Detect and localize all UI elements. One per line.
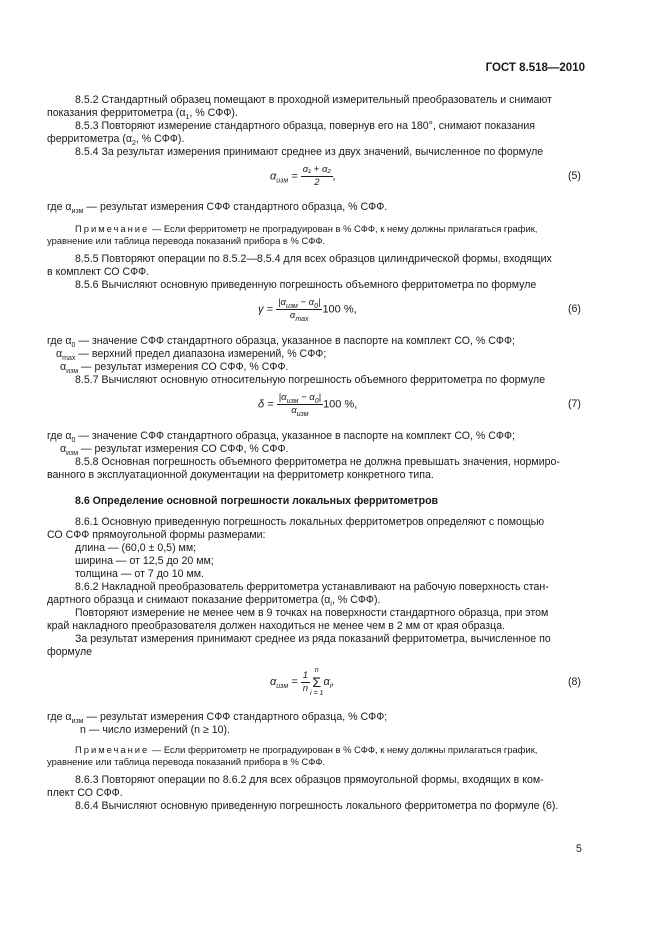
paragraph-8-6-2-cont: дартного образца и снимают показание ферритометра ($\alpha_i$, % СФФ). [47, 594, 381, 609]
paragraph-8-5-3: 8.5.3 Повторяют измерение стандартного образца, повернув его на 180°, снимают показания [75, 120, 536, 132]
paragraph-average-result: За результат измерения принимают среднее из ряда показаний ферритометра, вычисленное по [75, 633, 551, 645]
note-1: Примечание — Если ферритометр не проградуирован в % СФФ, к нему должны прилагаться график, [75, 223, 538, 234]
document-header: ГОСТ 8.518—2010 [485, 62, 585, 74]
equation-number-5: (5) [568, 170, 581, 182]
where-clause-5: где $\alpha_{изм}$ — результат измерения СФФ стандартного образца, % СФФ. [47, 201, 388, 216]
paragraph-8-5-2-cont: показания ферритометра ($\alpha_1$, % СФФ). [47, 107, 238, 122]
where-clause-6-alphamax: $\alpha_{max}$ — верхний предел диапазона измерений, % СФФ; [56, 348, 327, 363]
where-clause-7-alpha0: где $\alpha_0$ — значение СФФ стандартного образца, указанное в паспорте на комплект СО, % СФФ; [47, 430, 515, 445]
formula-8: $\alpha_{изм}$ = $\frac{1}{n}$ n Σ i = 1 $\alpha_i$, [270, 667, 335, 697]
paragraph-8-5-6: 8.5.6 Вычисляют основную приведенную погрешность объемного ферритометра по формуле [75, 279, 537, 291]
dimension-length: длина — (60,0 ± 0,5) мм; [75, 542, 197, 554]
where-clause-8-alphaizm: где $\alpha_{изм}$ — результат измерения СФФ стандартного образца, % СФФ; [47, 711, 388, 726]
paragraph-8-6-1-cont: СО СФФ прямоугольной формы размерами: [47, 529, 266, 541]
equation-number-6: (6) [568, 303, 581, 315]
equation-number-8: (8) [568, 676, 581, 688]
where-clause-6-alphaizm: $\alpha_{изм}$ — результат измерения СО СФФ, % СФФ. [60, 361, 289, 376]
paragraph-8-5-2: 8.5.2 Стандартный образец помещают в проходной измерительный преобразователь и снимают [75, 94, 552, 106]
paragraph-8-5-8: 8.5.8 Основная погрешность объемного ферритометра не должна превышать значения, нормиро- [75, 456, 560, 468]
dimension-width: ширина — от 12,5 до 20 мм; [75, 555, 214, 567]
paragraph-8-5-7: 8.5.7 Вычисляют основную относительную погрешность объемного ферритометра по формуле [75, 374, 546, 386]
formula-5: $\alpha_{изм}$ = $\frac{\text{α₁ + α₂}}{2}$ , [270, 164, 337, 188]
formula-6: γ = $\frac{|\alpha_{изм} - \alpha_0|}{\alpha_{max}}$ 100 %, [258, 297, 357, 323]
dimension-thickness: толщина — от 7 до 10 мм. [75, 568, 204, 580]
paragraph-repeat-measurement: Повторяют измерение не менее чем в 9 точках на поверхности стандартного образца, при этом [75, 607, 549, 619]
paragraph-8-6-3: 8.6.3 Повторяют операции по 8.6.2 для всех образцов прямоугольной формы, входящих в ком- [75, 774, 544, 786]
paragraph-8-6-2: 8.6.2 Накладной преобразователь ферритометра устанавливают на рабочую поверхность стан- [75, 581, 549, 593]
paragraph-8-6-1: 8.6.1 Основную приведенную погрешность локальных ферритометров определяют с помощью [75, 516, 545, 528]
paragraph-8-5-5: 8.5.5 Повторяют операции по 8.5.2—8.5.4 для всех образцов цилиндрической формы, входящих [75, 253, 552, 265]
note-1-cont: уравнение или таблица перевода показаний прибора в % СФФ. [47, 235, 326, 246]
page-number: 5 [576, 843, 582, 855]
section-heading-8-6: 8.6 Определение основной погрешности локальных ферритометров [75, 495, 439, 507]
where-clause-8-n: n — число измерений (n ≥ 10). [80, 724, 230, 736]
note-2: Примечание — Если ферритометр не проградуирован в % СФФ, к нему должны прилагаться график, [75, 744, 538, 755]
equation-number-7: (7) [568, 398, 581, 410]
where-clause-6-alpha0: где $\alpha_0$ — значение СФФ стандартного образца, указанное в паспорте на комплект СО, % СФФ; [47, 335, 515, 350]
paragraph-8-5-8-cont: ванного в эксплуатационной документации на ферритометр конкретного типа. [47, 469, 434, 481]
paragraph-average-result-cont: формуле [47, 646, 93, 658]
formula-7: δ = $\frac{|\alpha_{изм} - \alpha_0|}{\alpha_{изм}}$ 100 %, [258, 392, 358, 418]
note-2-cont: уравнение или таблица перевода показаний прибора в % СФФ. [47, 756, 326, 767]
paragraph-8-6-3-cont: плект СО СФФ. [47, 787, 123, 799]
paragraph-8-5-5-cont: в комплект СО СФФ. [47, 266, 150, 278]
paragraph-8-5-4: 8.5.4 За результат измерения принимают среднее из двух значений, вычисленное по формуле [75, 146, 544, 158]
where-clause-7-alphaizm: $\alpha_{изм}$ — результат измерения СО СФФ, % СФФ. [60, 443, 289, 458]
paragraph-repeat-measurement-cont: край накладного преобразователя должен находиться не менее чем в 2 мм от края образца. [47, 620, 506, 632]
paragraph-8-6-4: 8.6.4 Вычисляют основную приведенную погрешность локального ферритометра по формуле (6). [75, 800, 559, 812]
paragraph-8-5-3-cont: ферритометра ($\alpha_2$, % СФФ). [47, 133, 185, 148]
